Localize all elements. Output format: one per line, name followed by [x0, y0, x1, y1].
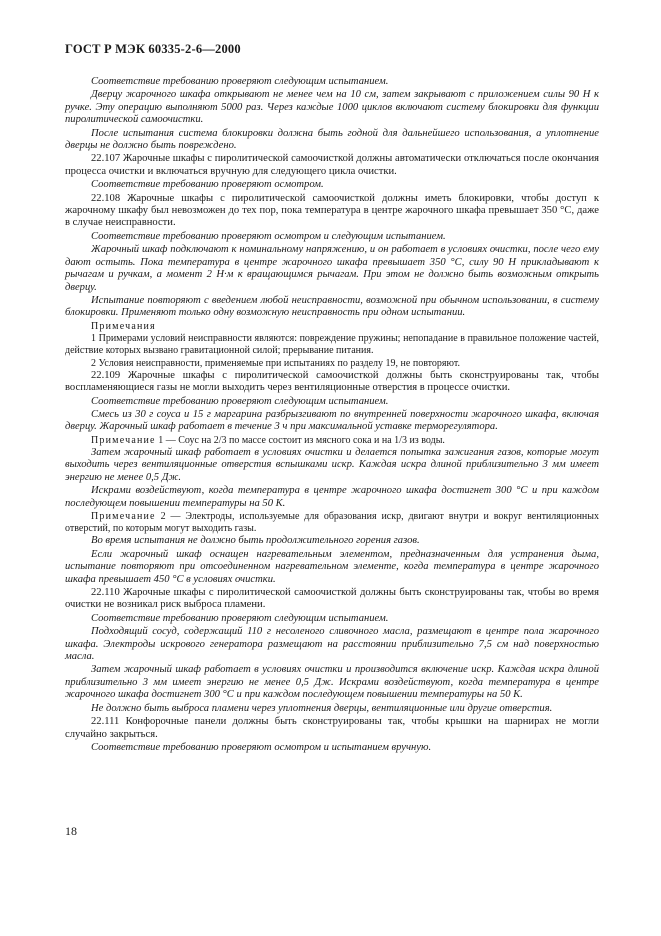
paragraph: Соответствие требованию проверяют осмотром.: [91, 179, 324, 191]
clause-22-110: 22.110 Жарочные шкафы с пиролитической самоочисткой должны быть сконструированы так, чтобы во время очистки не возникал риск выброса пламени.: [65, 587, 599, 611]
paragraph: Соответствие требованию проверяют осмотром и испытанием вручную.: [91, 741, 432, 753]
clause-22-109: 22.109 Жарочные шкафы с пиролитической самоочисткой должны быть сконструированы так, чтобы воспламеняющиеся газы не могли выходить через вентиляционные отверстия в процессе очистки.: [65, 369, 599, 394]
paragraph: Искрами воздействуют, когда температура в центре жарочного шкафа достигнет 300 °С и при каждом последующем повышении температуры на 50 К.: [65, 485, 599, 509]
clause-22-111: 22.111 Конфорочные панели должны быть сконструированы так, чтобы крышки на шарнирах не могли случайно закрыться.: [65, 716, 599, 740]
note-text: 2 — Электроды, используемые для образования искр, двигают внутри и вокруг вентиляционных отверстий, по которым могут выходить газы.: [65, 511, 599, 535]
paragraph: После испытания система блокировки должна быть годной для дальнейшего использования, а уплотнение дверцы не должно быть повреждено.: [65, 127, 599, 152]
paragraph: Не должно быть выброса пламени через уплотнения дверцы, вентиляционные или другие отверстия.: [91, 702, 553, 714]
paragraph: Соответствие требованию проверяют следующим испытанием.: [91, 76, 389, 87]
paragraph: Затем жарочный шкаф работает в условиях очистки и делается попытка зажигания газов, которые могут выходить через вентиляционные отверстия вспышками искр. Каждая искра длиной приблизительно 3 мм имеет энергию не менее 0,5 Дж.: [65, 446, 599, 483]
paragraph: Затем жарочный шкаф работает в условиях очистки и производится включение искр. Каждая искра длиной приблизительно 3 мм имеет энергию не менее 0,5 Дж. Искрами воздействуют, когда температура в центре жарочного шкафа достигнет 300 °С и при каждом последующем повышении температуры на 50 К.: [65, 664, 599, 701]
paragraph: Смесь из 30 г соуса и 15 г маргарина разбрызгивают по внутренней поверхности жарочного шкафа, включая дверцу. Жарочный шкаф работает в течение 3 ч при максимальной уставке терморегулятора.: [65, 408, 599, 433]
note-text: 1 — Соус на 2/3 по массе состоит из мясного сока и на 1/3 из воды.: [158, 434, 445, 446]
paragraph: Соответствие требованию проверяют следующим испытанием.: [91, 612, 389, 624]
document-header: ГОСТ Р МЭК 60335-2-6—2000: [65, 42, 241, 56]
note-label: Примечание: [91, 511, 156, 522]
clause-22-107: 22.107 Жарочные шкафы с пиролитической самоочисткой должны автоматически отключаться после окончания процесса очистки и включаться вручную для следующего цикла очистки.: [65, 153, 599, 177]
paragraph: Подходящий сосуд, содержащий 110 г несоленого сливочного масла, размещают в центре пола жарочного шкафа. Электроды искрового генератора размещают на расстоянии приблизительно 7,5 см над поверхностью масла.: [65, 626, 599, 663]
paragraph: Во время испытания не должно быть продолжительного горения газов.: [91, 535, 420, 547]
note-2: [65, 511, 599, 535]
note-1: [65, 435, 599, 447]
note-item: 1 Примерами условий неисправности являются: повреждение пружины; непопадание в правильное положение частей, действие которых вызвано гравитационной силой; прерывание питания.: [65, 333, 599, 357]
paragraph: Соответствие требованию проверяют осмотром и следующим испытанием.: [91, 230, 446, 242]
clause-22-108: 22.108 Жарочные шкафы с пиролитической самоочисткой должны иметь блокировки, чтобы доступ к жарочному шкафу был невозможен до тех пор, пока температура в центре жарочного шкафа превышает 350 °С, даже в случае неисправности.: [65, 192, 599, 229]
paragraph: Жарочный шкаф подключают к номинальному напряжению, и он работает в условиях очистки, после чего ему дают остыть. Пока температура в центре жарочного шкафа превышает 350 °С, силу 90 Н прикладывают к рычагам и ручкам, а момент 2 Н·м к вращающимся рычагам. При этом не должно быть возможным открыть дверцу.: [65, 244, 599, 293]
paragraph: Дверцу жарочного шкафа открывают не менее чем на 10 см, затем закрывают с приложением силы 90 Н к ручке. Эту операцию выполняют 5000 раз. Через каждые 1000 циклов включают систему блокировки для функции пиролитической самоочистки.: [65, 89, 599, 126]
paragraph: Соответствие требованию проверяют следующим испытанием.: [91, 395, 389, 407]
notes-heading: Примечания: [91, 320, 156, 332]
page-number: 18: [65, 824, 77, 838]
paragraph: Если жарочный шкаф оснащен нагревательным элементом, предназначенным для устранения дыма, испытание повторяют при отсоединенном нагревательном элементе, когда температура в центре жарочного шкафа превышает 450 °С в условиях очистки.: [65, 548, 599, 585]
note-item: 2 Условия неисправности, применяемые при испытаниях по разделу 19, не повторяют.: [91, 357, 460, 369]
note-label: Примечание: [91, 434, 156, 446]
paragraph: Испытание повторяют с введением любой неисправности, возможной при обычном использовании, в систему блокировки. Применяют только одну возможную неисправность при одном испытании.: [65, 294, 599, 319]
page-body: [65, 76, 599, 755]
